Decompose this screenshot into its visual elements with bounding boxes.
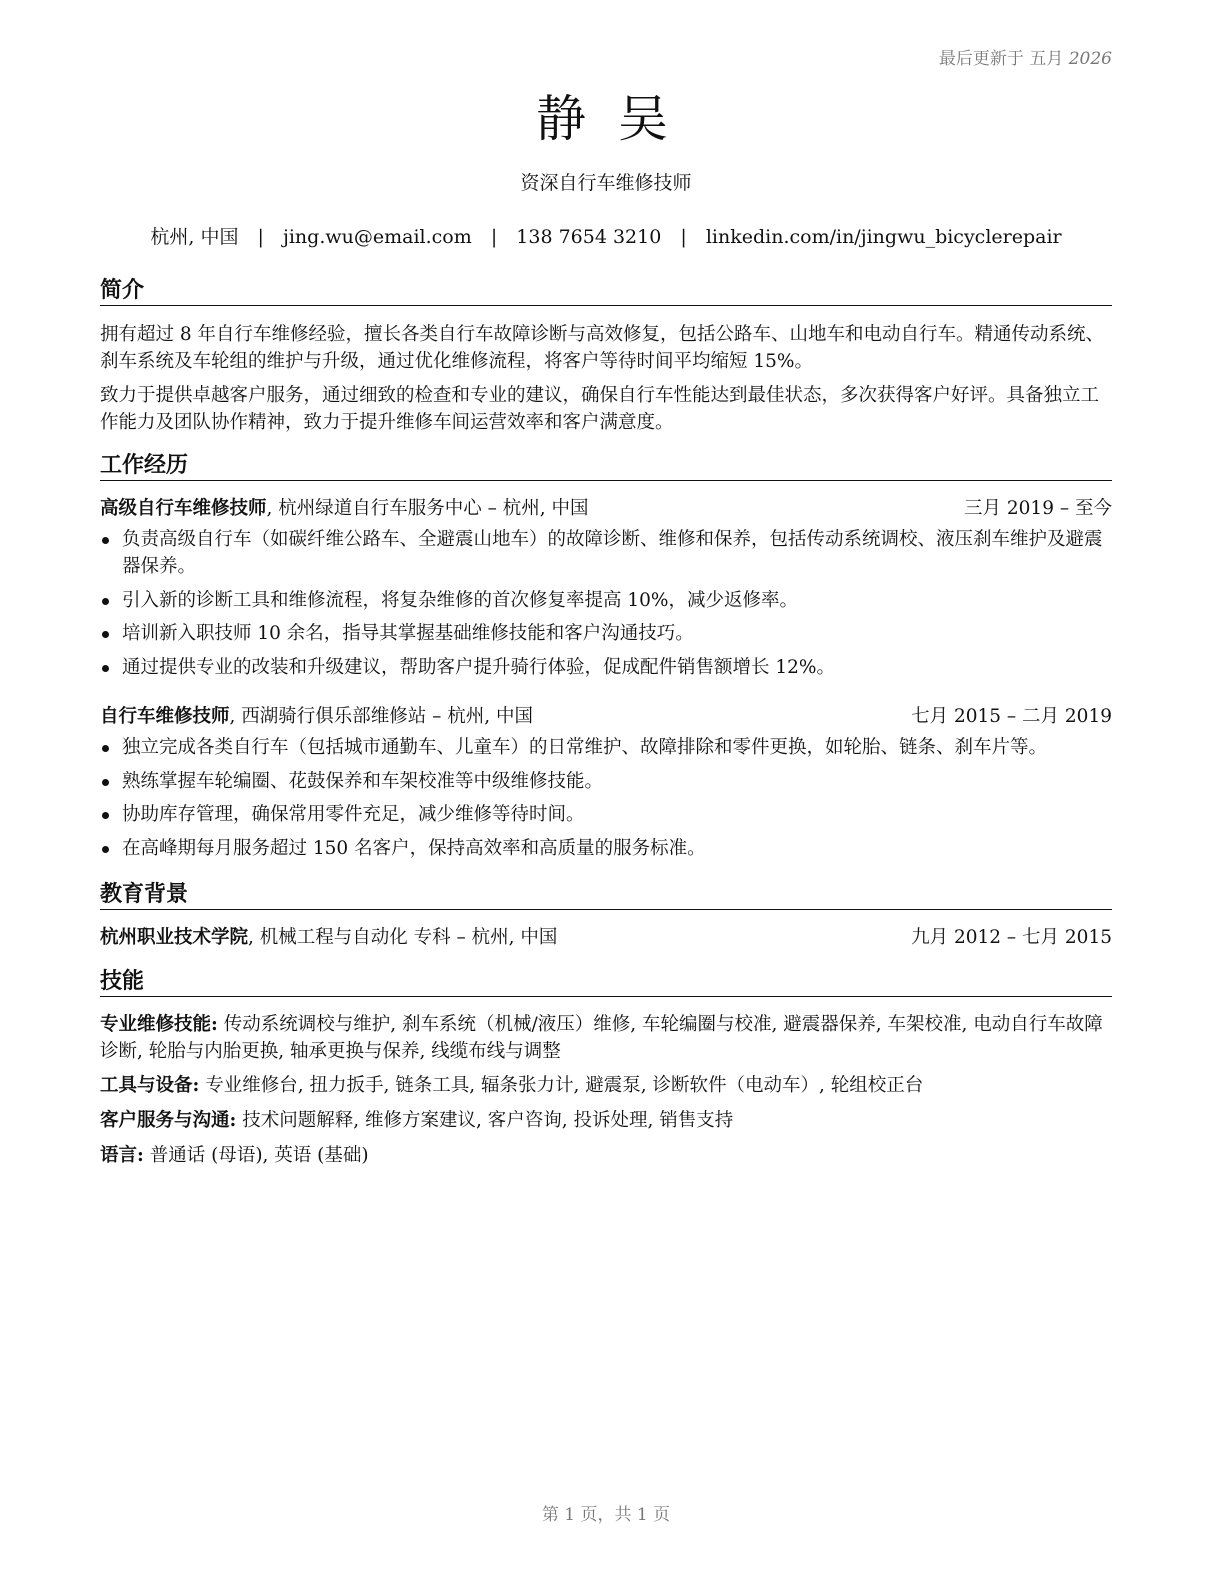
- skill-label: 工具与设备:: [100, 1075, 200, 1096]
- bullet-text: 引入新的诊断工具和维修流程，将复杂维修的首次修复率提高 10%，减少返修率。: [122, 589, 799, 611]
- skill-label: 语言:: [100, 1145, 144, 1166]
- skill-label: 客户服务与沟通:: [100, 1110, 237, 1131]
- bullet-text: 通过提供专业的改装和升级建议，帮助客户提升骑行体验，促成配件销售额增长 12%。: [122, 656, 836, 678]
- skill-value: 普通话 (母语), 英语 (基础): [143, 1145, 369, 1166]
- list-item: [100, 734, 1112, 761]
- list-item: [100, 620, 1112, 647]
- job-bullets: [100, 734, 1112, 868]
- last-updated: [939, 44, 1112, 69]
- contact-separator: |: [490, 226, 498, 248]
- bullet-icon: [102, 631, 109, 638]
- bullet-icon: [102, 745, 109, 752]
- contact-line: [100, 224, 1112, 250]
- education-entry: [100, 924, 1112, 951]
- job-company: , 杭州绿道自行车服务中心 – 杭州, 中国: [266, 498, 589, 519]
- bullet-icon: [102, 665, 109, 672]
- bullet-icon: [102, 598, 109, 605]
- contact-linkedin[interactable]: linkedin.com/in/jingwu_bicyclerepair: [705, 226, 1062, 248]
- bullet-text: 协助库存管理，确保常用零件充足，减少维修等待时间。: [122, 804, 585, 825]
- candidate-title: 资深自行车维修技师: [520, 172, 692, 194]
- contact-location: 杭州, 中国: [150, 226, 239, 248]
- education-school: 杭州职业技术学院: [100, 927, 249, 948]
- contact-email[interactable]: jing.wu@email.com: [282, 226, 472, 248]
- bullet-icon: [102, 779, 109, 786]
- job-date: 七月 2015 – 二月 2019: [911, 706, 1112, 727]
- skill-value: 技术问题解释, 维修方案建议, 客户咨询, 投诉处理, 销售支持: [236, 1110, 734, 1131]
- job-company: , 西湖骑行俱乐部维修站 – 杭州, 中国: [229, 706, 534, 727]
- section-heading-summary: 简介: [100, 277, 1112, 306]
- list-item: [100, 801, 1112, 828]
- job-role: 高级自行车维修技师: [100, 498, 267, 519]
- job-bullets: [100, 526, 1112, 687]
- job-header: [100, 495, 1112, 522]
- section-heading-experience: 工作经历: [100, 452, 1112, 481]
- skill-value: 传动系统调校与维护, 刹车系统（机械/液压）维修, 车轮编圈与校准, 避震器保养, 车架校准, 电动自行车故障诊断, 轮胎与内胎更换, 轴承更换与保养, 线缆布线与调整: [100, 1014, 1103, 1062]
- contact-separator: |: [257, 226, 264, 248]
- list-item: [100, 768, 1112, 795]
- skill-line: [100, 1072, 1112, 1099]
- bullet-icon: [102, 812, 109, 819]
- skill-label: 专业维修技能:: [100, 1014, 218, 1035]
- list-item: [100, 587, 1112, 614]
- bullet-text: 熟练掌握车轮编圈、花鼓保养和车架校准等中级维修技能。: [122, 770, 604, 792]
- bullet-text: 负责高级自行车（如碳纤维公路车、全避震山地车）的故障诊断、维修和保养，包括传动系统调校、液压刹车维护及避震器保养。: [122, 529, 1103, 577]
- summary-paragraph: 拥有超过 8 年自行车维修经验，擅长各类自行车故障诊断与高效修复，包括公路车、山地车和电动自行车。精通传动系统、刹车系统及车轮组的维护与升级，通过优化维修流程，将客户等待时间平均缩短 15%。: [100, 324, 1105, 372]
- resume-page: [100, 0, 1112, 1584]
- contact-separator: |: [680, 226, 687, 248]
- bullet-text: 独立完成各类自行车（包括城市通勤车、儿童车）的日常维护、故障排除和零件更换，如轮胎、链条、刹车片等。: [122, 737, 1048, 758]
- contact-phone: 138 7654 3210: [516, 226, 662, 248]
- section-heading-education: 教育背景: [100, 881, 1112, 910]
- bullet-text: 培训新入职技师 10 余名，指导其掌握基础维修技能和客户沟通技巧。: [122, 623, 694, 644]
- skill-value: 专业维修台, 扭力扳手, 链条工具, 辐条张力计, 避震泵, 诊断软件（电动车）, 轮组校正台: [199, 1075, 924, 1096]
- list-item: [100, 526, 1112, 580]
- summary-paragraph: 致力于提供卓越客户服务，通过细致的检查和专业的建议，确保自行车性能达到最佳状态，多次获得客户好评。具备独立工作能力及团队协作精神，致力于提升维修车间运营效率和客户满意度。: [100, 385, 1100, 433]
- last-updated-label: 最后更新于 五月: [938, 49, 1064, 69]
- list-item: [100, 654, 1112, 681]
- job-date: 三月 2019 – 至今: [964, 498, 1112, 519]
- last-updated-year: 2026: [1068, 49, 1112, 69]
- candidate-name: 静 吴: [536, 90, 676, 148]
- skill-line: [100, 1011, 1112, 1065]
- page-footer: 第 1 页，共 1 页: [541, 1505, 671, 1525]
- education-date: 九月 2012 – 七月 2015: [911, 927, 1112, 948]
- job-role: 自行车维修技师: [100, 706, 230, 727]
- list-item: [100, 835, 1112, 862]
- skill-line: [100, 1107, 1112, 1134]
- education-detail: , 机械工程与自动化 专科 – 杭州, 中国: [248, 927, 558, 948]
- bullet-icon: [102, 846, 109, 853]
- section-heading-skills: 技能: [100, 968, 1112, 997]
- job-header: [100, 703, 1112, 730]
- skill-line: [100, 1142, 1112, 1169]
- bullet-text: 在高峰期每月服务超过 150 名客户，保持高效率和高质量的服务标准。: [122, 837, 706, 859]
- bullet-icon: [102, 537, 109, 544]
